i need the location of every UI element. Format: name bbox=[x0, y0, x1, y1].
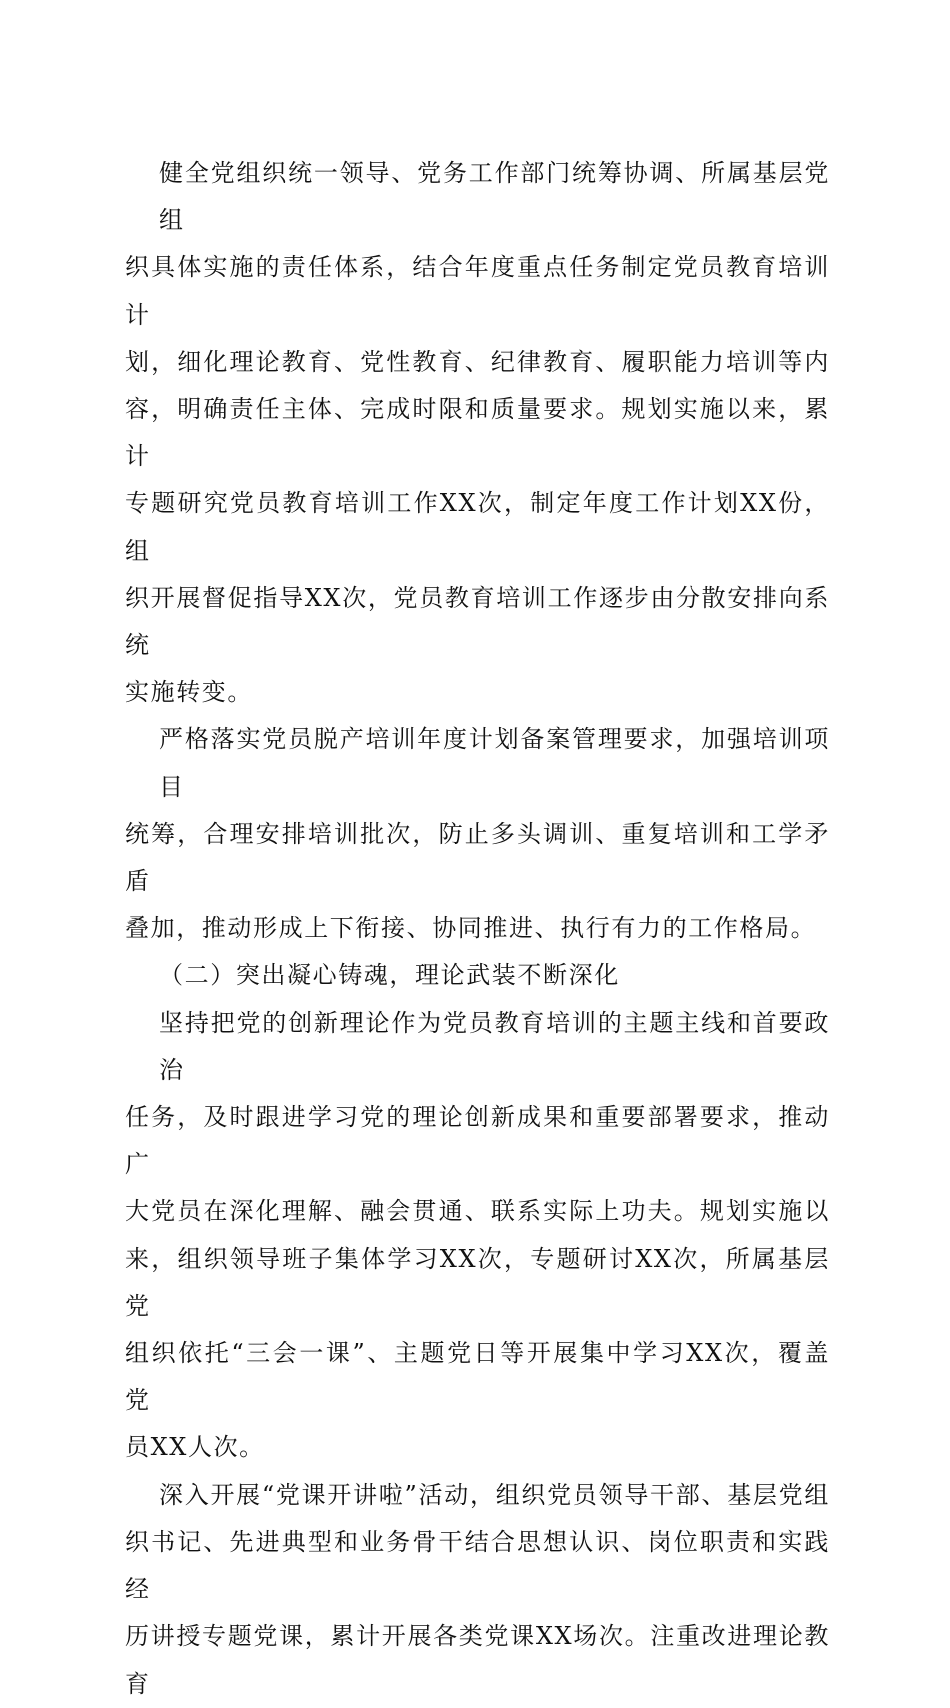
text-line: 健全党组织统一领导、党务工作部门统筹协调、所属基层党组 bbox=[159, 159, 830, 235]
paragraph-training-plan-filing bbox=[125, 716, 830, 952]
text-line: 组织依托“三会一课”、主题党日等开展集中学习XX次，覆盖党 bbox=[125, 1339, 830, 1415]
text-line: 来，组织领导班子集体学习XX次，专题研讨XX次，所属基层党 bbox=[125, 1244, 830, 1320]
paragraph-responsibility-system bbox=[125, 150, 830, 716]
text-line: 织开展督促指导XX次，党员教育培训工作逐步由分散安排向系统 bbox=[125, 583, 830, 660]
text-line: 员XX人次。 bbox=[125, 1433, 265, 1462]
text-line: 专题研究党员教育培训工作XX次，制定年度工作计划XX份，组 bbox=[125, 489, 830, 565]
text-line: 任务，及时跟进学习党的理论创新成果和重要部署要求，推动广 bbox=[125, 1103, 830, 1179]
paragraph-party-lectures bbox=[125, 1472, 830, 1708]
document-body bbox=[125, 150, 830, 1708]
text-line: 划，细化理论教育、党性教育、纪律教育、履职能力培训等内 bbox=[125, 347, 830, 376]
text-line: 大党员在深化理解、融会贯通、联系实际上功夫。规划实施以 bbox=[125, 1197, 830, 1226]
text-line: 历讲授专题党课，累计开展各类党课XX场次。注重改进理论教育 bbox=[125, 1622, 830, 1698]
paragraph-theory-study bbox=[125, 1000, 830, 1472]
text-line: 织具体实施的责任体系，结合年度重点任务制定党员教育培训计 bbox=[125, 253, 830, 329]
text-line: 统筹，合理安排培训批次，防止多头调训、重复培训和工学矛盾 bbox=[125, 819, 830, 896]
text-line: 严格落实党员脱产培训年度计划备案管理要求，加强培训项目 bbox=[159, 725, 830, 801]
text-line: 容，明确责任主体、完成时限和质量要求。规划实施以来，累计 bbox=[125, 395, 830, 471]
text-line: 织书记、先进典型和业务骨干结合思想认识、岗位职责和实践经 bbox=[125, 1527, 830, 1604]
section-heading-text: （二）突出凝心铸魂，理论武装不断深化 bbox=[159, 961, 620, 990]
text-line: 深入开展“党课开讲啦”活动，组织党员领导干部、基层党组 bbox=[159, 1480, 830, 1509]
section-heading bbox=[125, 952, 830, 999]
text-line: 实施转变。 bbox=[125, 678, 253, 707]
text-line: 坚持把党的创新理论作为党员教育培训的主题主线和首要政治 bbox=[159, 1008, 830, 1084]
text-line: 叠加，推动形成上下衔接、协同推进、执行有力的工作格局。 bbox=[125, 914, 817, 943]
